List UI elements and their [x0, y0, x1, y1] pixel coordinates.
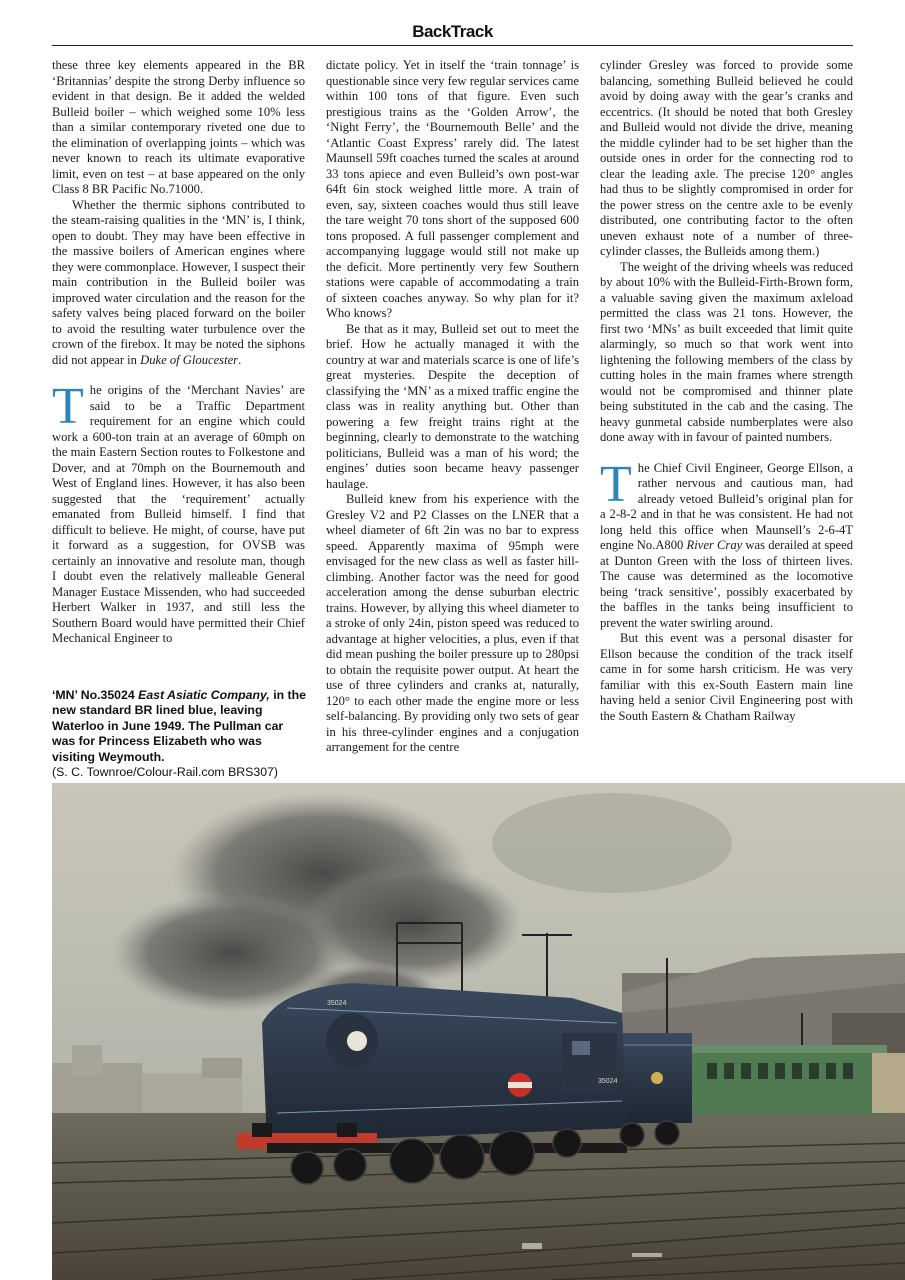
col3-paragraph-2: The weight of the driving wheels was reduced by about 10% with the Bulleid-Firth-Brown form, a valuable saving given the maximum axleload permitted the class was 21 tons. However, the first two ‘MNs’ as built exceeded that limit quite alarmingly, so much so that work went into lightening the following members of the class by cutting holes in the main frames where strength would not be compromised and thinner plate being substituted in the cab and the casing. The heavy gunmetal cabside numberplates were also done away with in favour of painted numbers. — [600, 259, 853, 444]
col2-paragraph-2: Be that as it may, Bulleid set out to meet the brief. How he actually managed it with the country at war and materials scarce is one of life’s great mysteries. Despite the deception of classifying the ‘MN’ as a mixed traffic engine the class was in reality anything but. Other than powering a few freight trains right at the beginning, clearly to demonstrate to the watching politicians, Bulleid was a man of his word; the engines’ duties soon became heavy passenger haulage. — [326, 321, 579, 491]
masthead: BackTrack — [412, 22, 493, 41]
col1-paragraph-1: these three key elements appeared in the BR ‘Britannias’ despite the strong Derby influence so evident in that design. Be it added the welded Bulleid boiler – which weighed some 10% less than a similar contemporary riveted one due to the elimination of overlapping joints – which was never known to reach its ultimate evaporative limit, even on test – at base appeared on the only Class 8 BR Pacific No.71000. — [52, 58, 305, 196]
col2-paragraph-3: Bulleid knew from his experience with the Gresley V2 and P2 Classes on the LNER that a wheel diameter of 6ft 2in was no bar to express speed. Apparently maxima of 95mph were envisaged for the new class as well as faster hill-climbing. Another factor was the need for good acceleration among the dense suburban electric trains. However, by allying this wheel diameter to a stroke of only 24in, piston speed was reduced to advantage at higher velocities, a plus, even if that did mean pushing the boiler pressure up to 280psi to obtain the requisite power output. At heart the use of three cylinders and cranks at, naturally, 120° to each other made the engine more or less self-balancing. By providing only two sets of gear in his three-cylinder engines and a conjugation arrangement for the centre — [326, 492, 579, 754]
col3-paragraph-1: cylinder Gresley was forced to provide some balancing, something Bulleid believed he could avoid by doing away with the gear’s cranks and eccentrics. (It should be noted that both Gresley and Bulleid would not divide the drive, meaning the middle cylinder had to be set higher than the outside ones in order for the connecting rod to clear the leading axle. The precise 120° angles had thus to be slightly compromised in order for the power stress on the centre axle to be evenly distributed, one contributing factor to the often uneven exhaust note of a number of three-cylinder classes, the Bulleids among them.) — [600, 58, 853, 258]
col1-paragraph-2: Whether the thermic siphons contributed to the steam-raising qualities in the ‘MN’ is, I think, open to doubt. They may have been effective in the massive boilers of American engines where they were commonplace. However, I suspect their main contribution in the Bulleid boiler was improved water circulation and the reason for the safety valves being placed forward on the boiler to avoid the resulting water turbulence over the crown of the firebox. It may be noted the siphons did not appear in Duke of Gloucester. — [52, 197, 305, 367]
locomotive — [237, 983, 663, 1153]
column-2 — [326, 58, 579, 756]
col3-paragraph-3: The Chief Civil Engineer, George Ellson, a rather nervous and cautious man, had already vetoed Bulleid’s original plan for a 2-8-2 and in that he was consistent. He had not long held this office when Maunsell’s 2-6-4T engine No.A800 River Cray was derailed at speed at Dunton Green with the loss of thirteen lives. The cause was determined as the locomotive being ‘track sensitive’, possibly exacerbated by the baffles in the tanks being insufficient to prevent the water swirling around. — [600, 455, 853, 630]
column-3 — [600, 58, 853, 724]
photo-caption: ‘MN’ No.35024 East Asiatic Company, in the new standard BR lined blue, leaving Waterloo in June 1949. The Pullman car was for Princess Elizabeth who was visiting Weymouth. (S. C. Townroe/Colour-Rail.com BRS307) — [52, 688, 307, 780]
col3-paragraph-4: But this event was a personal disaster for Ellson because the condition of the track itself came in for some harsh criticism. He was very familiar with this ex-South Eastern main line having held a senior Civil Engineering post with the South Eastern & Chatham Railway — [600, 631, 853, 723]
col2-paragraph-1: dictate policy. Yet in itself the ‘train tonnage’ is questionable since very few regular services came within 100 tons of that figure. Even such prestigious trains as the ‘Golden Arrow’, the ‘Night Ferry’, the ‘Bournemouth Belle’ and the ‘Atlantic Coast Express’ rarely did. The latest Maunsell 59ft coaches turned the scales at around 33 tons apiece and even Bulleid’s own post-war 64ft 6in stock weighed little more. A train of even, say, sixteen coaches would thus still leave the tare weight 70 tons short of the supposed 600 tons proposed. A full passenger complement and accompanying luggage would still not make up the deficit. More pertinently very few Southern stations were capable of accommodating a train of sixteen coaches anyway. So why plan for it? Who knows? — [326, 58, 579, 320]
locomotive-photo — [52, 783, 905, 1280]
caption-loco-name: East Asiatic Company, — [138, 688, 270, 702]
italic-loco-name: Duke of Gloucester — [140, 352, 239, 367]
italic-loco-name: River Cray — [686, 538, 743, 552]
smokebox-number: 35024 — [327, 1000, 347, 1007]
drop-cap: T — [52, 378, 84, 435]
coaches — [687, 1045, 905, 1115]
column-1 — [52, 58, 305, 647]
header-rule — [52, 45, 853, 46]
cab-number: 35024 — [598, 1078, 618, 1085]
photo-credit: (S. C. Townroe/Colour-Rail.com BRS307) — [52, 765, 278, 780]
col1-paragraph-3: The origins of the ‘Merchant Navies’ are said to be a Traffic Department requirement for an engine which could work a 600-ton train at an average of 60mph on the main Eastern Section routes to Folkestone and Dover, and at 70mph on the Bournemouth and West of England lines. However, it has also been suggested that the ‘requirement’ actually emanated from Bulleid himself. I find that difficult to believe. He might, of course, have put it forward as a suggestion, for OVSB was certainly an innovative and resolute man, though I doubt even the relatively malleable General Manager Eustace Missenden, who had succeeded Herbert Walker in 1937, and still less the Southern Board would have permitted their Chief Mechanical Engineer to — [52, 378, 305, 645]
drop-cap: T — [600, 455, 632, 513]
